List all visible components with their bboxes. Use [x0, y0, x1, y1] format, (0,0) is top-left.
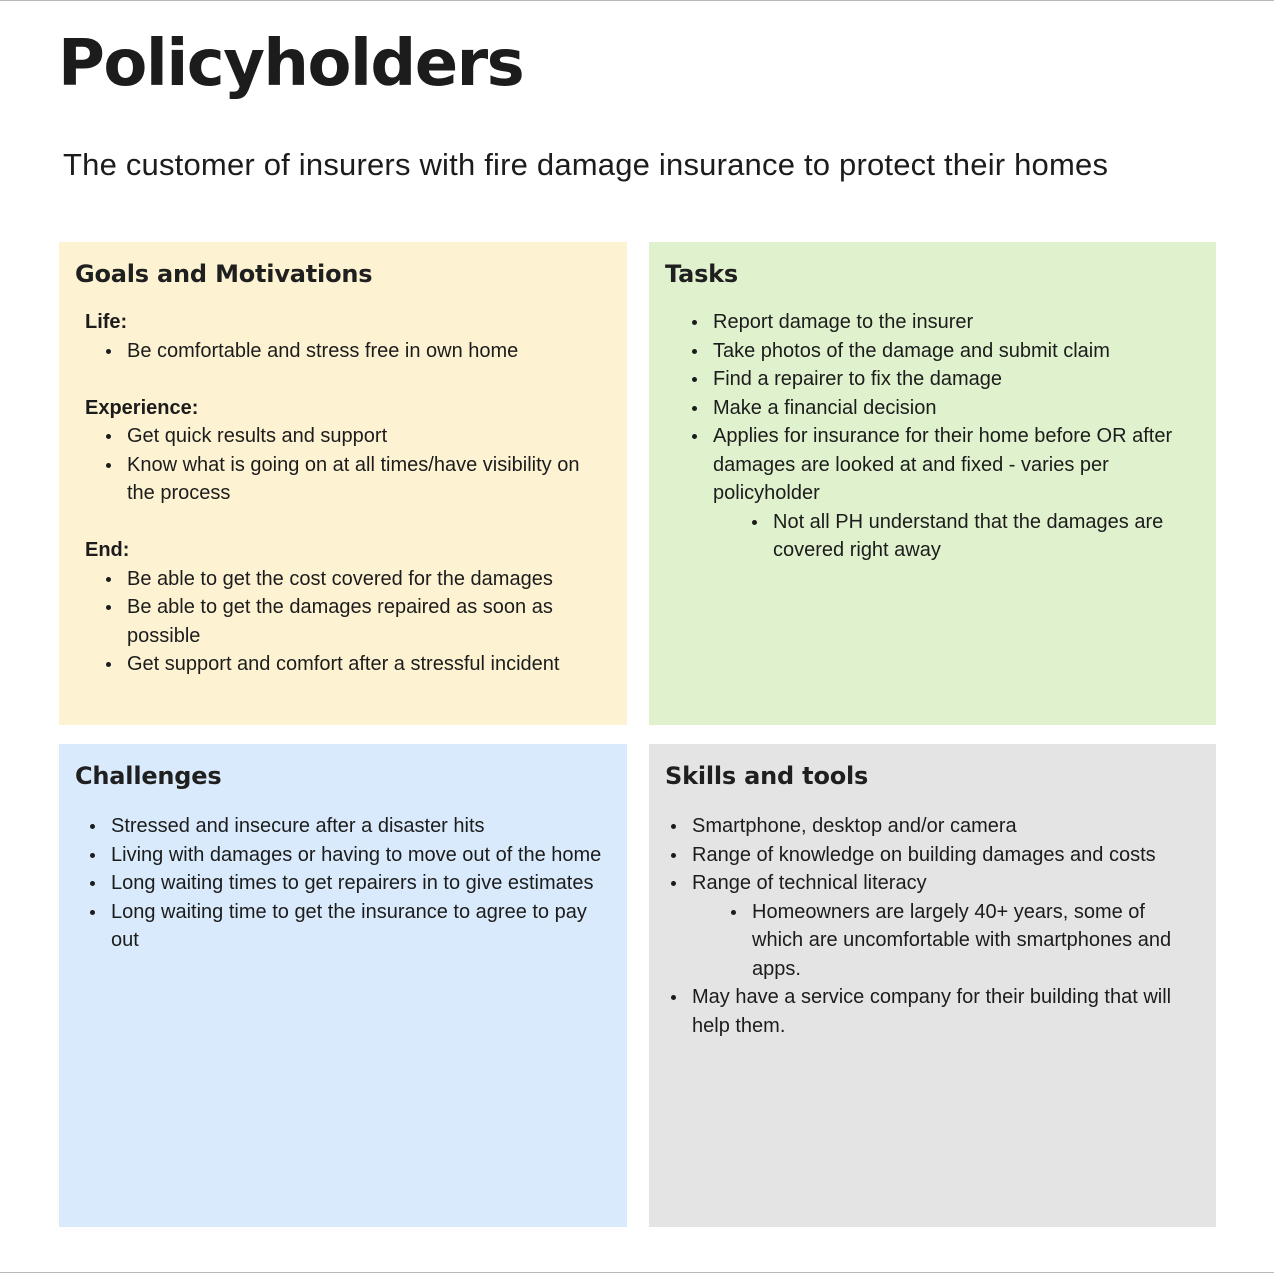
list-item: Range of technical literacy [692, 869, 1176, 898]
skills-list-continued [692, 983, 1176, 1040]
tasks-content [713, 308, 1192, 565]
list-item: Know what is going on at all times/have visibility on the process [127, 451, 609, 508]
list-item: Living with damages or having to move out of the home [111, 841, 617, 870]
experience-label: Experience: [85, 396, 199, 419]
list-item: Range of knowledge on building damages and costs [692, 841, 1176, 870]
end-label: End: [85, 539, 130, 561]
challenges-heading: Challenges [75, 762, 222, 790]
bottom-border [0, 1272, 1274, 1273]
tasks-card [649, 242, 1216, 725]
skills-heading: Skills and tools [665, 762, 869, 790]
list-item: Take photos of the damage and submit claim [713, 337, 1192, 366]
tasks-list [713, 308, 1192, 508]
list-item: Be comfortable and stress free in own home [127, 337, 609, 366]
tasks-nested-list [773, 508, 1192, 565]
challenges-card [59, 744, 627, 1227]
challenges-list [111, 812, 617, 955]
list-item: Long waiting time to get the insurance to agree to pay out [111, 898, 617, 955]
list-item: Smartphone, desktop and/or camera [692, 812, 1176, 841]
goals-content [85, 308, 609, 679]
list-item: Find a repairer to fix the damage [713, 365, 1192, 394]
nested-list-item: Not all PH understand that the damages are covered right away [773, 508, 1192, 565]
list-item: Be able to get the cost covered for the damages [127, 565, 609, 594]
page-title: Policyholders [58, 27, 524, 101]
list-item: Applies for insurance for their home before OR after damages are looked at and fixed - varies per policyholder [713, 422, 1192, 508]
life-label: Life: [85, 311, 128, 333]
life-list [127, 337, 609, 366]
challenges-content [111, 812, 617, 955]
list-item: May have a service company for their building that will help them. [692, 983, 1176, 1040]
list-item: Long waiting times to get repairers in to give estimates [111, 869, 617, 898]
list-item: Make a financial decision [713, 394, 1192, 423]
skills-content [692, 812, 1176, 1040]
skills-list [692, 812, 1176, 898]
experience-list [127, 422, 609, 508]
nested-list-item: Homeowners are largely 40+ years, some of which are uncomfortable with smartphones and apps. [752, 898, 1176, 984]
tasks-heading: Tasks [665, 260, 739, 288]
list-item: Be able to get the damages repaired as soon as possible [127, 593, 609, 650]
list-item: Report damage to the insurer [713, 308, 1192, 337]
list-item: Get support and comfort after a stressful incident [127, 650, 609, 679]
skills-card [649, 744, 1216, 1227]
page-subtitle: The customer of insurers with fire damage insurance to protect their homes [63, 147, 1109, 182]
goals-card [59, 242, 627, 725]
skills-nested-list [752, 898, 1176, 984]
top-border [0, 0, 1274, 1]
list-item: Stressed and insecure after a disaster hits [111, 812, 617, 841]
goals-heading: Goals and Motivations [75, 260, 373, 288]
end-list [127, 565, 609, 679]
list-item: Get quick results and support [127, 422, 609, 451]
